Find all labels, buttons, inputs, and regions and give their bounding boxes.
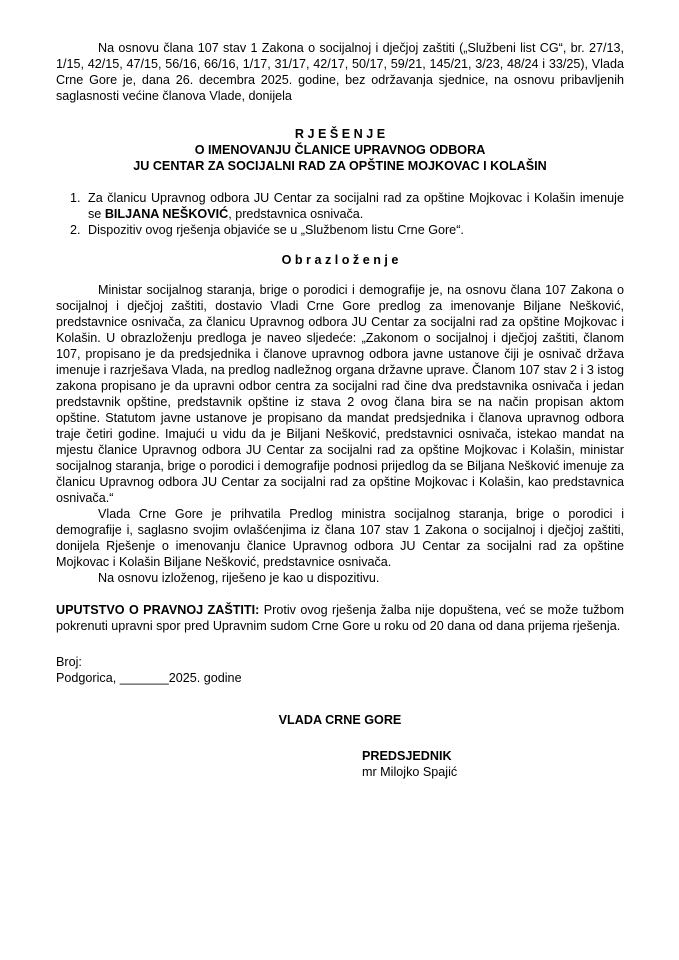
intro-paragraph: Na osnovu člana 107 stav 1 Zakona o socijalnoj i dječjoj zaštiti („Službeni list CG“, br. 27/13, 1/15, 42/15, 47/15, 56/16, 66/16, 1/17, 31/17, 42/17, 50/17, 59/21, 145/21, 3/23, 48/24 i 33/25), Vlada Crne Gore je, dana 26. decembra 2025. godine, bez održavanja sjednice, na osnovu pribavljenih saglasnosti većine članova Vlade, donijela [56,41,624,103]
decision-title [56,126,624,174]
dispositive-item-1-suffix: , predstavnica osnivača. [228,207,364,221]
legal-remedy-label: UPUTSTVO O PRAVNOJ ZAŠTITI: [56,603,260,617]
president-title: PREDSJEDNIK [362,749,452,763]
document-number: Broj: [56,655,82,669]
reasoning-paragraph-2: Vlada Crne Gore je prihvatila Predlog ministra socijalnog staranja, brige o porodici i demografije i, saglasno svojim ovlašćenjima iz člana 107 stav 1 Zakona o socijalnoj i dječjoj zaštiti, donijela Rješenje o imenovanju članice Upravnog odbora JU Centar za socijalni rad za opštine Mojkovac i Kolašin Biljane Nešković, predstavnice osnivača. [56,507,624,569]
reasoning-paragraph-1: Ministar socijalnog staranja, brige o porodici i demografije je, na osnovu člana 107 Zakona o socijalnoj i dječjoj zaštiti, dostavio Vladi Crne Gore predlog za imenovanje Biljane Nešković, predstavnice osnivača, za članicu Upravnog odbora JU Centar za socijalni rad za opštine Mojkovac i Kolašin. U obrazloženju predloga je naveo sljedeće: „Zakonom o socijalnoj i dječjoj zaštiti, članom 107, propisano je da predsjednika i članove upravnog odbora javne ustanove čiji je osnivač država imenuje i razrješava Vlada, na predlog nadležnog organa državne uprave. Članom 107 stav 2 i 3 istog zakona propisano je da upravni odbor centra za socijalni rad čine dva predstavnika osnivača i jedan predstavnik opštine, predstavnik opštine iz stava 2 ovog člana bira se na način propisan aktom opštine. Statutom javne ustanove je propisano da mandat predsjednika i članova upravnog odbora traje četiri godine. Imajući u vidu da je Biljani Nešković, predstavnici osnivača, istekao mandat na mjestu članice Upravnog odbora JU Centar za socijalni rad za opštine Mojkovac i Kolašin, ministar socijalnog staranja, brige o porodici i demografije podnosi prijedlog da se Biljana Nešković imenuje za članicu Upravnog odbora JU Centar za socijalni rad za opštine Mojkovac i Kolašin, kao predstavnica osnivača.“ [56,283,624,505]
place-date: Podgorica, _______2025. godine [56,671,242,685]
dispositive-item-2: 2. Dispozitiv ovog rješenja objaviće se u „Službenom listu Crne Gore“. [84,222,624,238]
government-name: VLADA CRNE GORE [278,713,402,727]
title-line-institution: JU CENTAR ZA SOCIJALNI RAD ZA OPŠTINE MOJKOVAC I KOLAŠIN [133,159,547,173]
legal-remedy [56,602,624,634]
appointee-name: BILJANA NEŠKOVIĆ [104,207,229,221]
dispositive-list [56,190,624,238]
title-line-decision: R J E Š E N J E [294,127,386,141]
dispositive-item-1-text: Za članicu Upravnog odbora JU Centar za socijalni rad za opštine Mojkovac i Kolašin imenuje se [88,191,624,221]
president-name: mr Milojko Spajić [362,765,458,779]
president-signature [362,748,624,780]
legal-remedy-text: Protiv ovog rješenja žalba nije dopuštena, već se može tužbom pokrenuti upravni spor pred Upravnim sudom Crne Gore u roku od 20 dana od dana prijema rješenja. [56,603,625,633]
reasoning-heading: O b r a z l o ž e n j e [281,253,399,267]
reasoning-paragraph-3: Na osnovu izloženog, riješeno je kao u dispozitivu. [98,571,380,585]
dispositive-item-1 [84,190,624,222]
document-number-block [56,654,624,686]
document-page [56,40,624,780]
title-line-subject: O IMENOVANJU ČLANICE UPRAVNOG ODBORA [194,143,486,157]
